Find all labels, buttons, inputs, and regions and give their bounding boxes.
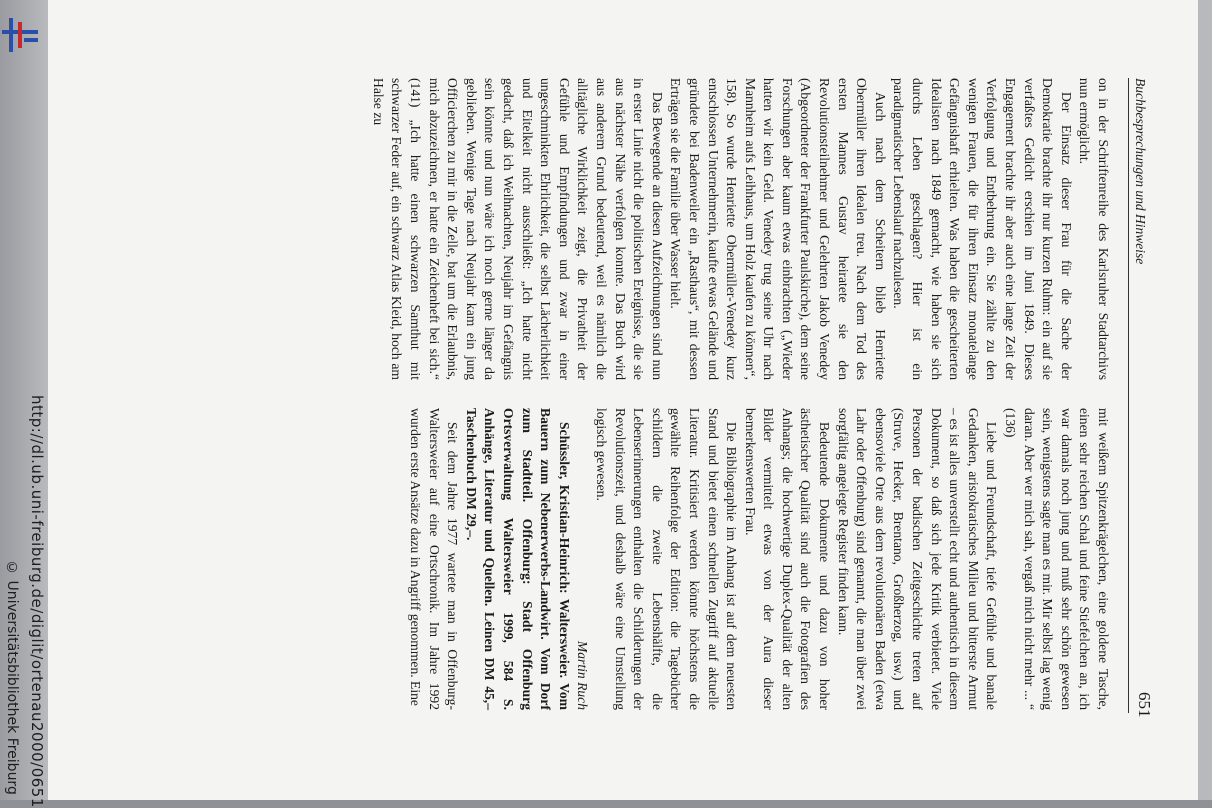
review-signature: Martin Ruch <box>575 640 591 710</box>
viewer-right-margin <box>1198 0 1212 800</box>
running-head: Buchbesprechungen und Hinweise <box>1133 78 1148 265</box>
right-column <box>405 408 1112 710</box>
source-url: http://dl.ub.uni-freiburg.de/diglit/ortenau2000/0651 <box>28 395 46 808</box>
paragraph: Die Bibliographie im Anhang ist auf dem neuesten Stand und bietet einen schnellen Zugriff auf aktuelle Literatur. Kritisiert werden könnte höchstens die gewählte Reihenfolge der Edition: die Tagebücher schildern die zweite Lebenshälfte, die Lebenserinnerungen enthalten die Schilderungen der Revolutionszeit, und deshalb wäre eine Umstellung logisch gewesen. <box>593 408 740 710</box>
page-content <box>48 0 1198 800</box>
paragraph: Auch nach dem Scheitern blieb Henriette Obermüller ihren Idealen treu. Nach dem Tod des ersten Mannes Gustav heiratete sie den Revolutionsteilnehmer und Gelehrten Jakob Venedey (Abgeordneter der Frankfurter Paulskirche), dem seine Forschungen aber kaum etwas einbrachten („Wieder hatten wir kein Geld. Venedey trug seine Uhr nach Mannheim aufs Leihhaus, um Holz kaufen zu können“, 158). So wurde Henriette Obermüller-Venedey kurz entschlossen Unternehmerin, kaufte etwas Gelände und gründete bei Badenweiler ein „Rasthaus“, mit dessen Erträgen sie die Familie über Wasser hielt. <box>668 78 888 380</box>
header-rule <box>1128 78 1129 713</box>
review-heading: Schüssler, Kristian-Heinrich: Waltersweier. Vom Bauern zum Nebenerwerbs-Landwirt. Vom Dorf zum Stadtteil. Offenburg: Stadt Offenburg Ortsverwaltung Waltersweier 1999, 584 S. Anhänge, Literatur und Quellen. Leinen DM 45,– Taschenbuch DM 29,–. <box>463 408 572 710</box>
library-logo-icon <box>2 18 38 52</box>
paragraph: Seit dem Jahre 1977 wartete man in Offenburg-Waltersweier auf eine Ortschronik. Im Jahre 1992 wurden erste Ansätze dazu in Angriff genommen. Eine <box>408 408 461 710</box>
paragraph: on in der Schriftenreihe des Karlsruher Stadtarchivs nun ermöglicht. <box>1077 78 1111 380</box>
page-number: 651 <box>1135 692 1154 718</box>
viewer-left-margin <box>0 0 48 808</box>
left-column <box>368 78 1112 380</box>
scanned-page <box>48 0 1198 800</box>
paragraph: Liebe und Freundschaft, tiefe Gefühle und banale Gedanken, aristokratisches Milieu und bitterste Armut – es ist alles unverstellt echt und authentisch in diesem Dokument, so daß sich jede Kritik verbietet. Viele Personen der badischen Zeitgeschichte treten auf (Struve, Hecker, Brentano, Großherzog, usw.) und ebensoviele Orte aus dem revolutionären Baden (etwa Lahr oder Offenburg) sind genannt, die man über zwei sorgfältig angelegte Register finden kann. <box>835 408 1000 710</box>
paragraph: Bedeutende Dokumente und dazu von hoher ästhetischer Qualität sind auch die Fotografien des Anhangs; die hochwertige Duplex-Qualität der alten Bilder vermittelt etwas von der Aura dieser bemerkenswerten Frau. <box>742 408 833 710</box>
paragraph: Der Einsatz dieser Frau für die Sache der Demokratie brachte ihr nur kurzen Ruhm: ein auf sie verfaßtes Gedicht erschien im Juni 1849. Dieses Engagement brachte ihr aber auch eine lange Zeit der Verfolgung und Entbehrung ein. Sie zählte zu den wenigen Frauen, die für ihren Einsatz monatelange Gefängnishaft erhielten. Was haben die gescheiterten Idealisten nach 1849 gemacht, wie haben sie sich durchs Leben geschlagen? Hier ist ein paradigmatischer Lebenslauf nachzulesen. <box>891 78 1074 380</box>
copyright-notice: © Universitätsbibliothek Freiburg <box>4 560 20 795</box>
paragraph: mit weißem Spitzenkrägelchen, eine goldene Tasche, einen sehr reichen Schal und feine Stiefelchen an, ich war damals noch jung und muß sehr schön gewesen sein, wenigstens sagte man es mir. Mir selbst lag wenig daran. Aber wer mich sah, vergaß mich nicht mehr ... “ (136) <box>1003 408 1111 710</box>
paragraph: Das Bewegende an diesen Aufzeichnungen sind nun in erster Linie nicht die politischen Ereignisse, die sie aus nächster Nähe verfolgen konnte. Das Buch wird aus anderem Grund bedeutend, weil es nämlich die alltägliche Wirklichkeit zeigt, die Privatheit der Gefühle und Empfindungen und zwar in einer ungeschminkten Ehrlichkeit, die selbst Lächerlichkeit und Eitelkeit nicht ausschließt: „Ich hatte nicht gedacht, daß ich Weihnachten, Neujahr im Gefängnis sein könnte und nun wäre ich noch gerne länger da geblieben. Wenige Tage nach Neujahr kam ein jung Officierchen zu mir in die Zelle, bat um die Erlaubnis, mich abzuzeichnen, er hatte ein Zeichenheft bei sich.“ (141) „Ich hatte einen schwarzen Samthut mit schwarzer Feder auf, ein schwarz Atlas Kleid, hoch am Halse zu <box>370 78 665 380</box>
